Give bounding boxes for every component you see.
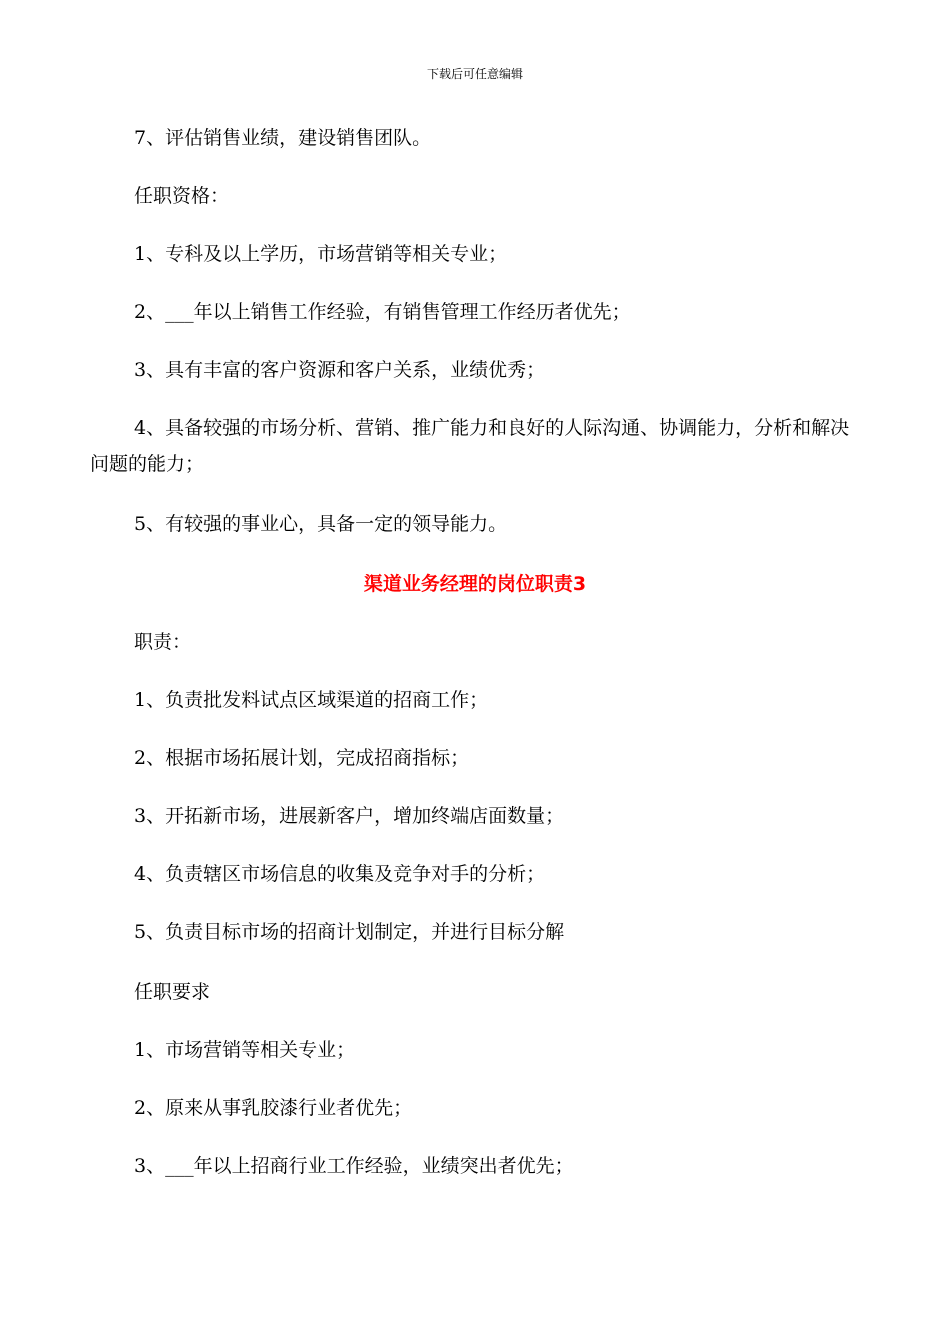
page-header: 下载后可任意编辑 — [426, 67, 523, 81]
paragraph: 2、___年以上销售工作经验，有销售管理工作经历者优先； — [134, 301, 631, 323]
paragraph: 1、负责批发料试点区域渠道的招商工作； — [134, 689, 489, 711]
paragraph: 任职资格： — [134, 185, 230, 207]
paragraph: 1、专科及以上学历，市场营销等相关专业； — [134, 243, 508, 265]
paragraph: 3、具有丰富的客户资源和客户关系，业绩优秀； — [134, 359, 546, 381]
paragraph: 5、负责目标市场的招商计划制定，并进行目标分解 — [134, 921, 565, 943]
paragraph: 3、开拓新市场，进展新客户，增加终端店面数量； — [134, 805, 565, 827]
paragraph: 4、负责辖区市场信息的收集及竞争对手的分析； — [134, 863, 546, 885]
paragraph: 任职要求 — [134, 981, 211, 1003]
paragraph: 职责： — [134, 631, 192, 653]
paragraph: 5、有较强的事业心，具备一定的领导能力。 — [134, 513, 508, 535]
paragraph: 4、具备较强的市场分析、营销、推广能力和良好的人际沟通、协调能力，分析和解决问题的能力； — [90, 417, 850, 475]
section-title: 渠道业务经理的岗位职责3 — [363, 573, 587, 595]
paragraph: 3、___年以上招商行业工作经验，业绩突出者优先； — [134, 1155, 574, 1177]
paragraph: 1、市场营销等相关专业； — [134, 1039, 356, 1061]
paragraph: 2、根据市场拓展计划，完成招商指标； — [134, 747, 470, 769]
paragraph: 2、原来从事乳胶漆行业者优先； — [134, 1097, 413, 1119]
paragraph: 7、评估销售业绩，建设销售团队。 — [134, 127, 432, 149]
